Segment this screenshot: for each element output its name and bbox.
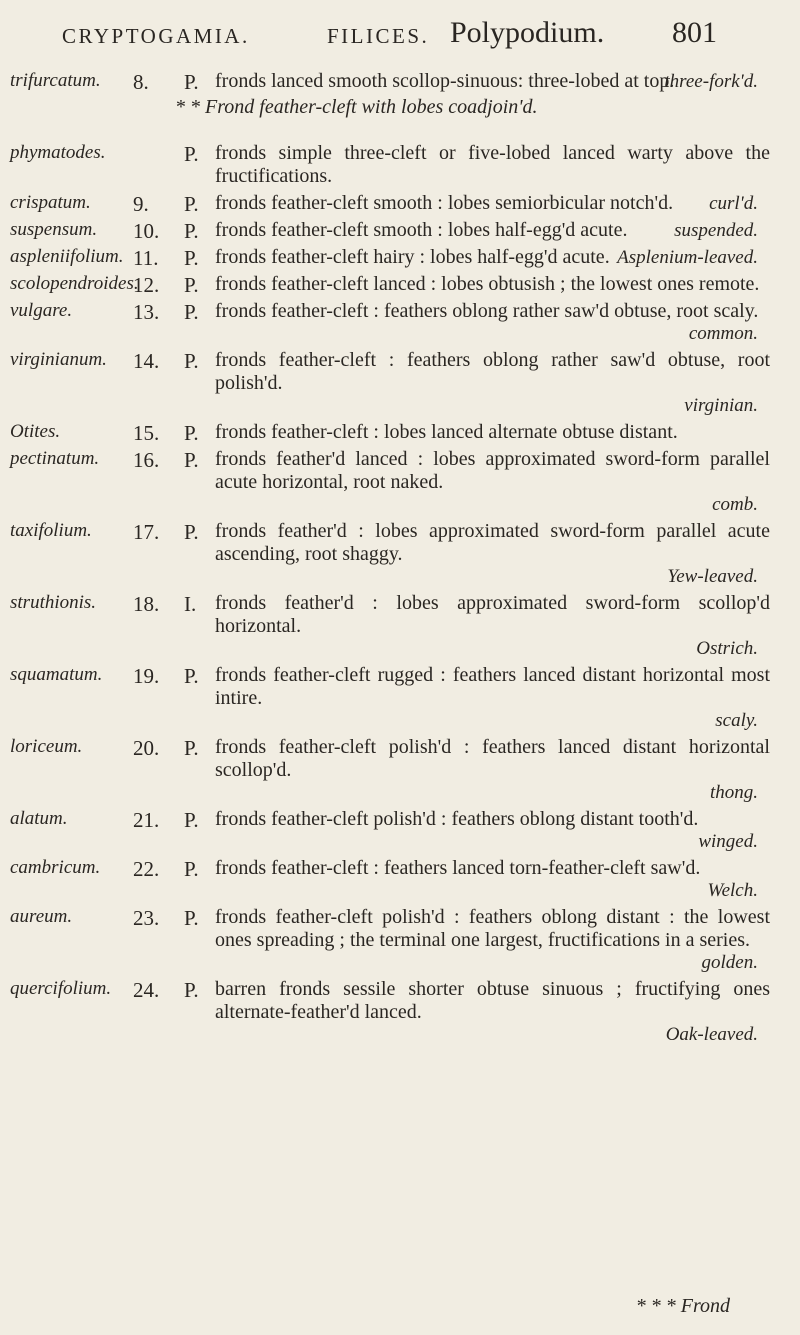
habit-mark: P. bbox=[184, 906, 199, 930]
species-number: 10. bbox=[133, 219, 160, 243]
habit-mark: P. bbox=[184, 520, 199, 544]
habit-mark: I. bbox=[184, 592, 197, 616]
habit-mark: P. bbox=[184, 70, 199, 94]
species-number: 14. bbox=[133, 349, 160, 373]
section-heading: * * Frond feather-cleft with lobes coadjoin'd. bbox=[175, 96, 538, 118]
species-name: struthionis. bbox=[10, 592, 97, 613]
species-name: scolopendroides. bbox=[10, 273, 139, 294]
species-description: fronds feather-cleft : feathers oblong rather saw'd obtuse, root polish'd. virginian. bbox=[215, 349, 770, 416]
species-name: phymatodes. bbox=[10, 142, 106, 163]
species-name: vulgare. bbox=[10, 300, 73, 321]
species-number: 20. bbox=[133, 736, 160, 760]
vernacular-name: Ostrich. bbox=[696, 638, 758, 659]
habit-mark: P. bbox=[184, 857, 199, 881]
habit-mark: P. bbox=[184, 192, 199, 216]
vernacular-name: suspended. bbox=[674, 220, 758, 241]
vernacular-name: winged. bbox=[698, 831, 758, 852]
species-number: 8. bbox=[133, 70, 149, 94]
vernacular-name: comb. bbox=[712, 494, 758, 515]
habit-mark: P. bbox=[184, 664, 199, 688]
species-number: 9. bbox=[133, 192, 149, 216]
habit-mark: P. bbox=[184, 300, 199, 324]
species-number: 21. bbox=[133, 808, 160, 832]
species-description: fronds feather'd : lobes approximated sword-form parallel acute ascending, root shaggy. Yew-leaved. bbox=[215, 520, 770, 587]
species-number: 18. bbox=[133, 592, 160, 616]
habit-mark: P. bbox=[184, 142, 199, 166]
vernacular-name: thong. bbox=[709, 782, 758, 803]
species-number: 15. bbox=[133, 421, 160, 445]
species-number: 24. bbox=[133, 978, 160, 1002]
vernacular-name: curl'd. bbox=[709, 193, 758, 214]
species-name: virginianum. bbox=[10, 349, 107, 370]
species-description: fronds feather'd lanced : lobes approximated sword-form parallel acute horizontal, root naked. comb. bbox=[215, 448, 770, 515]
species-description: fronds feather-cleft smooth : lobes half-egg'd acute. suspended. bbox=[215, 219, 770, 242]
species-name: crispatum. bbox=[10, 192, 91, 213]
species-description: fronds feather-cleft : feathers oblong rather saw'd obtuse, root scaly. common. bbox=[215, 300, 770, 345]
vernacular-name: Oak-leaved. bbox=[665, 1024, 758, 1045]
habit-mark: P. bbox=[184, 448, 199, 472]
header-genus: Polypodium. bbox=[450, 16, 605, 49]
species-name: suspensum. bbox=[10, 219, 98, 240]
species-description: fronds simple three-cleft or five-lobed lanced warty above the fructifications. bbox=[215, 142, 770, 187]
habit-mark: P. bbox=[184, 421, 199, 445]
species-description: fronds feather-cleft lanced : lobes obtusish ; the lowest ones remote. bbox=[215, 273, 760, 295]
vernacular-name: Welch. bbox=[707, 880, 758, 901]
species-name: taxifolium. bbox=[10, 520, 92, 541]
habit-mark: P. bbox=[184, 273, 199, 297]
species-number: 13. bbox=[133, 300, 160, 324]
species-description: fronds feather-cleft polish'd : feathers lanced distant horizontal scollop'd. thong. bbox=[215, 736, 770, 803]
habit-mark: P. bbox=[184, 808, 199, 832]
species-name: Otites. bbox=[10, 421, 61, 442]
species-name: cambricum. bbox=[10, 857, 101, 878]
species-description: fronds feather-cleft polish'd : feathers oblong distant tooth'd. winged. bbox=[215, 808, 770, 853]
vernacular-name: golden. bbox=[701, 952, 758, 973]
species-number: 16. bbox=[133, 448, 160, 472]
vernacular-name: three-fork'd. bbox=[664, 71, 758, 92]
vernacular-name: Asplenium-leaved. bbox=[617, 247, 758, 268]
species-number: 23. bbox=[133, 906, 160, 930]
habit-mark: P. bbox=[184, 246, 199, 270]
species-name: loriceum. bbox=[10, 736, 83, 757]
species-description: fronds feather-cleft : lobes lanced alternate obtuse distant. bbox=[215, 421, 678, 443]
species-name: alatum. bbox=[10, 808, 68, 829]
species-name: quercifolium. bbox=[10, 978, 112, 999]
species-description: fronds feather-cleft smooth : lobes semiorbicular notch'd. curl'd. bbox=[215, 192, 770, 215]
species-name: trifurcatum. bbox=[10, 70, 101, 91]
species-number: 19. bbox=[133, 664, 160, 688]
species-name: aureum. bbox=[10, 906, 73, 927]
species-description: fronds feather-cleft rugged : feathers lanced distant horizontal most intire. scaly. bbox=[215, 664, 770, 731]
species-name: squamatum. bbox=[10, 664, 103, 685]
species-number: 22. bbox=[133, 857, 160, 881]
page-number: 801 bbox=[672, 16, 717, 49]
species-number: 11. bbox=[133, 246, 159, 270]
species-description: fronds feather-cleft hairy : lobes half-egg'd acute. Asplenium-leaved. bbox=[215, 246, 770, 269]
species-description: fronds feather-cleft : feathers lanced torn-feather-cleft saw'd. Welch. bbox=[215, 857, 770, 902]
habit-mark: P. bbox=[184, 736, 199, 760]
species-description: fronds feather-cleft polish'd : feathers oblong distant : the lowest ones spreading ; the terminal one largest, fructifications in a series. golden. bbox=[215, 906, 770, 973]
catchword: * * * Frond bbox=[635, 1295, 730, 1317]
species-description: barren fronds sessile shorter obtuse sinuous ; fructifying ones alternate-feather'd lanced. Oak-leaved. bbox=[215, 978, 770, 1045]
vernacular-name: Yew-leaved. bbox=[667, 566, 758, 587]
habit-mark: P. bbox=[184, 349, 199, 373]
running-header bbox=[62, 18, 800, 58]
vernacular-name: common. bbox=[688, 323, 758, 344]
vernacular-name: scaly. bbox=[715, 710, 758, 731]
species-number: 17. bbox=[133, 520, 160, 544]
header-class: CRYPTOGAMIA. bbox=[62, 24, 250, 48]
species-name: aspleniifolium. bbox=[10, 246, 124, 267]
species-description: fronds lanced smooth scollop-sinuous: three-lobed at top. three-fork'd. bbox=[215, 70, 770, 93]
habit-mark: P. bbox=[184, 219, 199, 243]
vernacular-name: virginian. bbox=[684, 395, 758, 416]
species-number: 12. bbox=[133, 273, 160, 297]
habit-mark: P. bbox=[184, 978, 199, 1002]
header-order: FILICES. bbox=[327, 24, 430, 48]
species-name: pectinatum. bbox=[10, 448, 100, 469]
species-description: fronds feather'd : lobes approximated sword-form scollop'd horizontal. Ostrich. bbox=[215, 592, 770, 659]
